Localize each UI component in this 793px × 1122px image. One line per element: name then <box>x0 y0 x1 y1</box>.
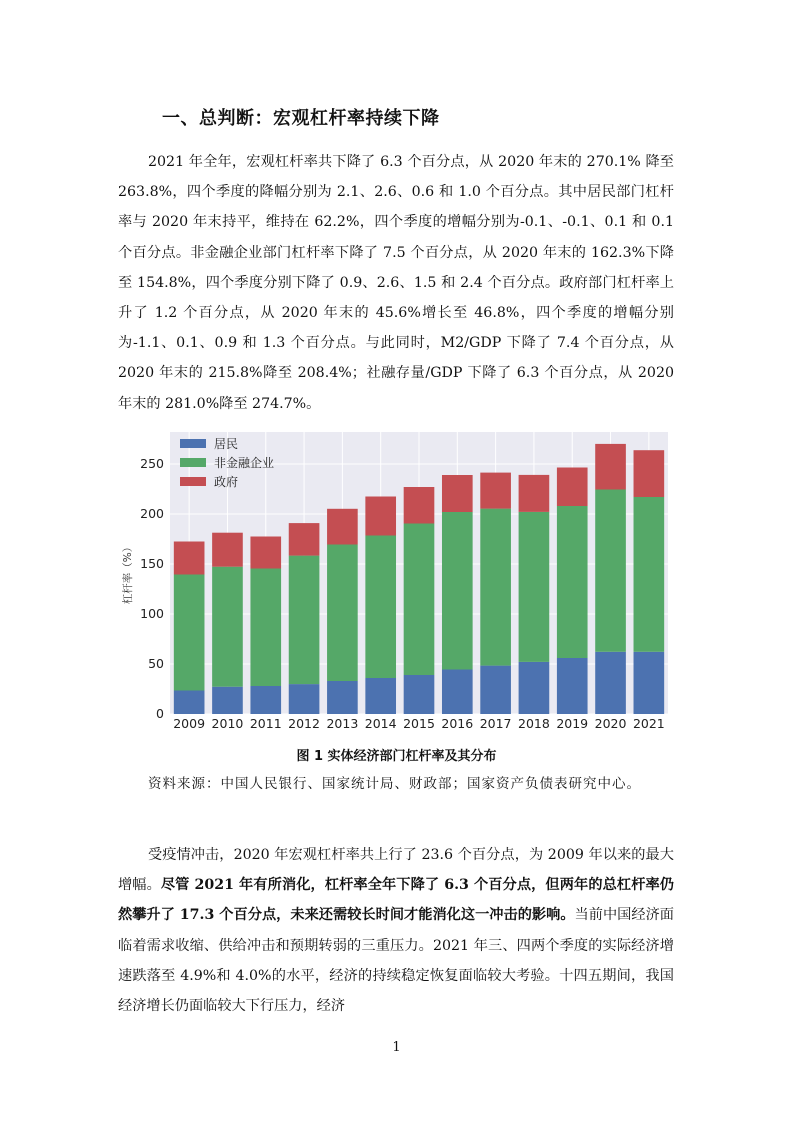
bar-household-2015 <box>404 675 435 714</box>
bar-government-2019 <box>557 468 588 507</box>
paragraph-analysis-bold: 尽管 2021 年有所消化，杠杆率全年下降了 6.3 个百分点，但两年的总杠杆率仍然攀升了 17.3 个百分点，未来还需较长时间才能消化这一冲击的影响。 <box>118 877 674 924</box>
bar-household-2021 <box>634 652 665 714</box>
bar-corporate-2014 <box>365 536 396 679</box>
bar-corporate-2019 <box>557 506 588 658</box>
bar-corporate-2013 <box>327 545 358 682</box>
bar-corporate-2010 <box>212 567 243 687</box>
x-tick-label: 2015 <box>403 716 435 731</box>
bar-household-2012 <box>289 684 320 714</box>
x-tick-label: 2021 <box>632 716 665 731</box>
y-tick-label: 150 <box>140 556 164 571</box>
bar-government-2020 <box>595 444 626 490</box>
bar-corporate-2017 <box>480 509 511 666</box>
page-number: 1 <box>392 1040 401 1055</box>
bar-household-2020 <box>595 652 626 714</box>
x-tick-label: 2010 <box>211 716 244 731</box>
paragraph-analysis <box>118 840 674 1021</box>
bar-corporate-2009 <box>174 575 205 691</box>
bar-household-2018 <box>519 662 550 714</box>
y-tick-label: 0 <box>156 706 164 721</box>
legend-label: 政府 <box>214 475 239 489</box>
y-tick-label: 250 <box>140 456 164 471</box>
bar-household-2010 <box>212 687 243 714</box>
x-tick-label: 2017 <box>479 716 512 731</box>
data-source-note: 资料来源：中国人民银行、国家统计局、财政部；国家资产负债表研究中心。 <box>148 776 641 792</box>
bar-household-2009 <box>174 691 205 715</box>
x-tick-label: 2018 <box>518 716 550 731</box>
bar-government-2009 <box>174 542 205 575</box>
x-tick-label: 2009 <box>173 716 206 731</box>
paragraph-analysis-end: 当前中国经济面临着需求收缩、供给冲击和预期转弱的三重压力。2021 年三、四两个季度的实际经济增速跌落至 4.9%和 4.0%的水平，经济的持续稳定恢复面临较大考验。十四五期间，我国经济增长仍面临较大下行压力，经济 <box>118 907 674 1015</box>
bar-government-2018 <box>519 475 550 512</box>
legend-swatch <box>180 477 206 486</box>
bar-government-2017 <box>480 473 511 509</box>
bar-corporate-2015 <box>404 524 435 676</box>
legend-label: 非金融企业 <box>214 456 275 470</box>
x-tick-label: 2020 <box>594 716 627 731</box>
legend-swatch <box>180 458 206 467</box>
bar-corporate-2021 <box>634 497 665 652</box>
bar-corporate-2020 <box>595 490 626 652</box>
bar-corporate-2018 <box>519 512 550 662</box>
bar-corporate-2012 <box>289 556 320 685</box>
bar-household-2016 <box>442 670 473 715</box>
bar-household-2019 <box>557 658 588 714</box>
bar-government-2011 <box>250 537 281 569</box>
y-axis-label: 杠杆率（%） <box>122 541 134 605</box>
x-tick-label: 2013 <box>326 716 359 731</box>
bar-corporate-2016 <box>442 512 473 670</box>
y-tick-label: 100 <box>140 606 164 621</box>
x-tick-label: 2011 <box>249 716 282 731</box>
y-tick-label: 200 <box>140 506 164 521</box>
bar-government-2015 <box>404 487 435 524</box>
bar-corporate-2011 <box>250 569 281 687</box>
bar-government-2013 <box>327 509 358 545</box>
legend-label: 居民 <box>214 437 239 451</box>
x-tick-label: 2014 <box>364 716 397 731</box>
bar-government-2016 <box>442 475 473 512</box>
x-tick-label: 2016 <box>441 716 474 731</box>
bar-government-2014 <box>365 497 396 536</box>
paragraph-analysis-start: 受疫情冲击，2020 年宏观杠杆率共上行了 23.6 个百分点，为 2009 年以来的最大增幅。 <box>118 847 674 894</box>
bar-government-2012 <box>289 523 320 556</box>
bar-household-2014 <box>365 678 396 714</box>
leverage-stacked-bar-chart <box>118 428 674 740</box>
bar-government-2021 <box>634 450 665 497</box>
bar-household-2013 <box>327 681 358 714</box>
section-heading: 一、总判断：宏观杠杆率持续下降 <box>162 108 440 129</box>
bar-household-2017 <box>480 666 511 714</box>
bar-government-2010 <box>212 533 243 567</box>
figure-caption: 图 1 实体经济部门杠杆率及其分布 <box>296 749 497 764</box>
paragraph-summary: 2021 年全年，宏观杠杆率共下降了 6.3 个百分点，从 2020 年末的 270.1% 降至 263.8%，四个季度的降幅分别为 2.1、2.6、0.6 和 1.0 个百分点。其中居民部门杠杆率与 2020 年末持平，维持在 62.2%，四个季度的增幅分别为-0.1、-0.1、0.1 和 0.1 个百分点。非金融企业部门杠杆率下降了 7.5 个百分点，从 2020 年末的 162.3%下降至 154.8%，四个季度分别下降了 0.9、2.6、1.5 和 2.4 个百分点。政府部门杠杆率上升了 1.2 个百分点，从 2020 年末的 45.6%增长至 46.8%，四个季度的增幅分别为-1.1、0.1、0.9 和 1.3 个百分点。与此同时，M2/GDP 下降了 7.4 个百分点，从 2020 年末的 215.8%降至 208.4%；社融存量/GDP 下降了 6.3 个百分点，从 2020 年末的 281.0%降至 274.7%。 <box>118 154 674 412</box>
x-tick-label: 2019 <box>556 716 589 731</box>
legend-swatch <box>180 439 206 448</box>
bar-household-2011 <box>250 686 281 714</box>
x-tick-label: 2012 <box>288 716 320 731</box>
y-tick-label: 50 <box>148 656 164 671</box>
